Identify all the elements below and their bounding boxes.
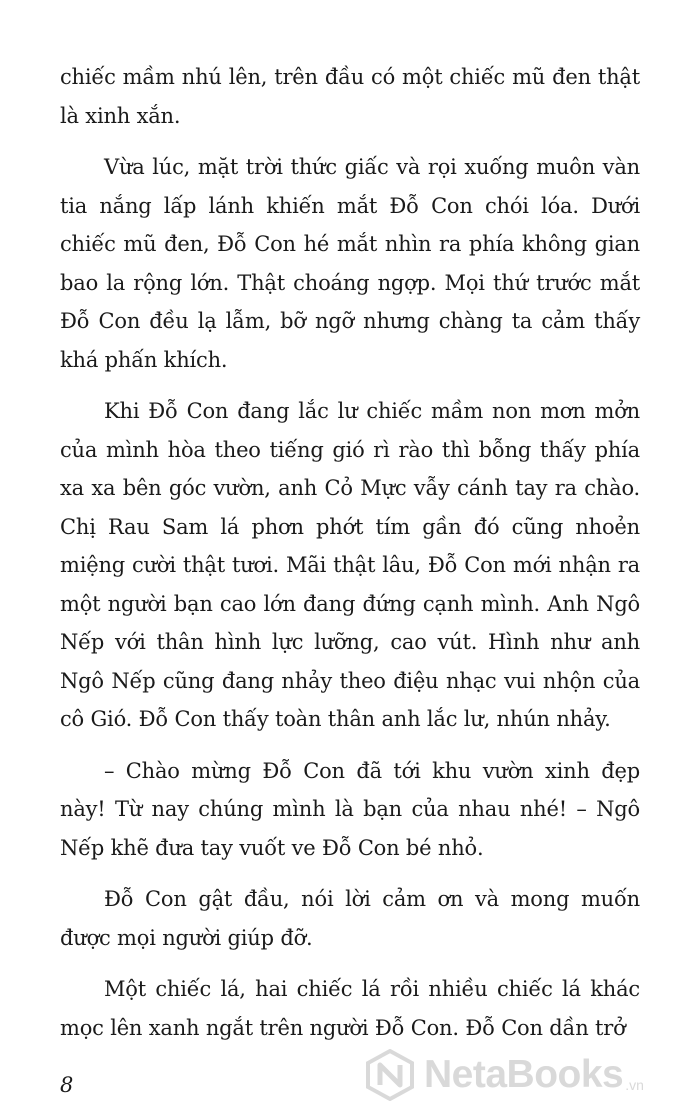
- book-page-body: [60, 58, 640, 1060]
- watermark: [364, 1045, 694, 1105]
- paragraph-2: Vừa lúc, mặt trời thức giấc và rọi xuống muôn vàn tia nắng lấp lánh khiến mắt Đỗ Con chói lóa. Dưới chiếc mũ đen, Đỗ Con hé mắt nhìn ra phía không gian bao la rộng lớn. Thật choáng ngợp. Mọi thứ trước mắt Đỗ Con đều lạ lẫm, bỡ ngỡ nhưng chàng ta cảm thấy khá phấn khích.: [60, 155, 640, 372]
- paragraph-4: – Chào mừng Đỗ Con đã tới khu vườn xinh đẹp này! Từ nay chúng mình là bạn của nhau nhé! – Ngô Nếp khẽ đưa tay vuốt ve Đỗ Con bé nhỏ.: [60, 758, 640, 860]
- watermark-brand: NetaBooks: [424, 1053, 624, 1096]
- watermark-suffix: .vn: [625, 1077, 644, 1093]
- page-number: 8: [60, 1073, 74, 1097]
- paragraph-6: Một chiếc lá, hai chiếc lá rồi nhiều chiếc lá khác mọc lên xanh ngắt trên người Đỗ Con. Đỗ Con dần trở: [60, 977, 640, 1040]
- paragraph-3: Khi Đỗ Con đang lắc lư chiếc mầm non mơn mởn của mình hòa theo tiếng gió rì rào thì bỗng thấy phía xa xa bên góc vườn, anh Cỏ Mực vẫy cánh tay ra chào. Chị Rau Sam lá phơn phớt tím gần đó cũng nhoẻn miệng cười thật tươi. Mãi thật lâu, Đỗ Con mới nhận ra một người bạn cao lớn đang đứng cạnh mình. Anh Ngô Nếp với thân hình lực lưỡng, cao vút. Hình như anh Ngô Nếp cũng đang nhảy theo điệu nhạc vui nhộn của cô Gió. Đỗ Con thấy toàn thân anh lắc lư, nhún nhảy.: [60, 399, 640, 731]
- netabooks-logo-icon: [364, 1049, 416, 1101]
- paragraph-1: chiếc mầm nhú lên, trên đầu có một chiếc mũ đen thật là xinh xắn.: [60, 65, 640, 128]
- paragraph-5: Đỗ Con gật đầu, nói lời cảm ơn và mong muốn được mọi người giúp đỡ.: [60, 887, 640, 950]
